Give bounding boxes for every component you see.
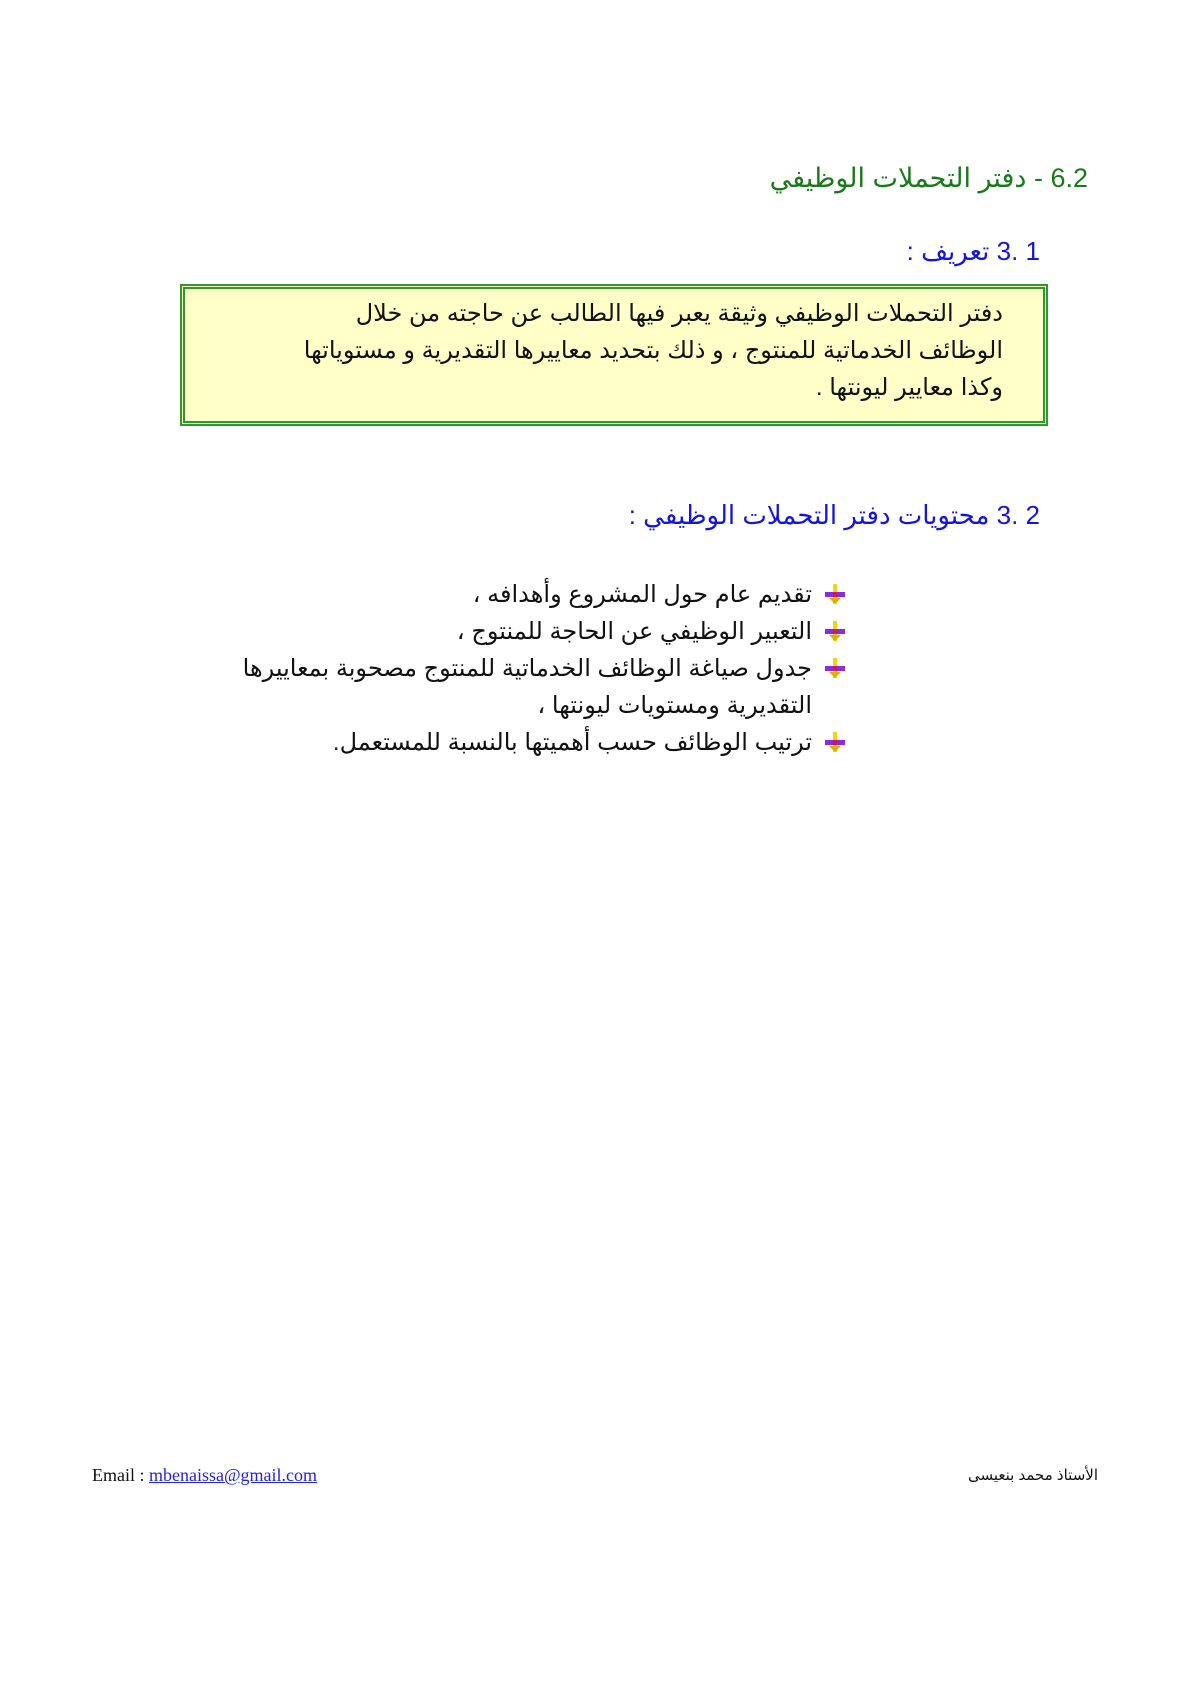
footer-author: الأستاذ محمد بنعيسى — [967, 1467, 1098, 1484]
list-item — [186, 576, 846, 613]
arrow-down-bullet-icon — [824, 620, 846, 642]
arrow-down-bullet-icon — [824, 583, 846, 605]
definition-line: الوظائف الخدماتية للمنتوج ، و ذلك بتحديد معاييرها التقديرية و مستوياتها — [303, 337, 1003, 364]
definition-heading: 1 .3 تعريف : — [906, 236, 1040, 266]
list-item-text: ترتيب الوظائف حسب أهميتها بالنسبة للمستعمل. — [332, 729, 812, 756]
definition-line: وكذا معايير ليونتها . — [815, 374, 1003, 401]
definition-text — [225, 295, 1003, 406]
list-item — [186, 613, 846, 650]
footer-email — [92, 1465, 317, 1486]
definition-box — [180, 284, 1048, 426]
list-item — [186, 650, 846, 724]
arrow-down-bullet-icon — [824, 657, 846, 679]
list-item — [186, 724, 846, 761]
email-label: Email : — [92, 1465, 149, 1485]
arrow-down-bullet-icon — [824, 731, 846, 753]
list-item-text: التعبير الوظيفي عن الحاجة للمنتوج ، — [456, 618, 812, 645]
contents-list — [186, 576, 846, 761]
email-link[interactable]: mbenaissa@gmail.com — [149, 1465, 318, 1485]
list-item-text: تقديم عام حول المشروع وأهدافه ، — [472, 581, 812, 608]
section-title: 6.2 - دفتر التحملات الوظيفي — [769, 163, 1088, 193]
definition-line: دفتر التحملات الوظيفي وثيقة يعبر فيها الطالب عن حاجته من خلال — [355, 300, 1003, 327]
list-item-text: جدول صياغة الوظائف الخدماتية للمنتوج مصحوبة بمعاييرها التقديرية ومستويات ليونتها ، — [242, 655, 812, 719]
contents-heading: 2 .3 محتويات دفتر التحملات الوظيفي : — [628, 500, 1040, 530]
